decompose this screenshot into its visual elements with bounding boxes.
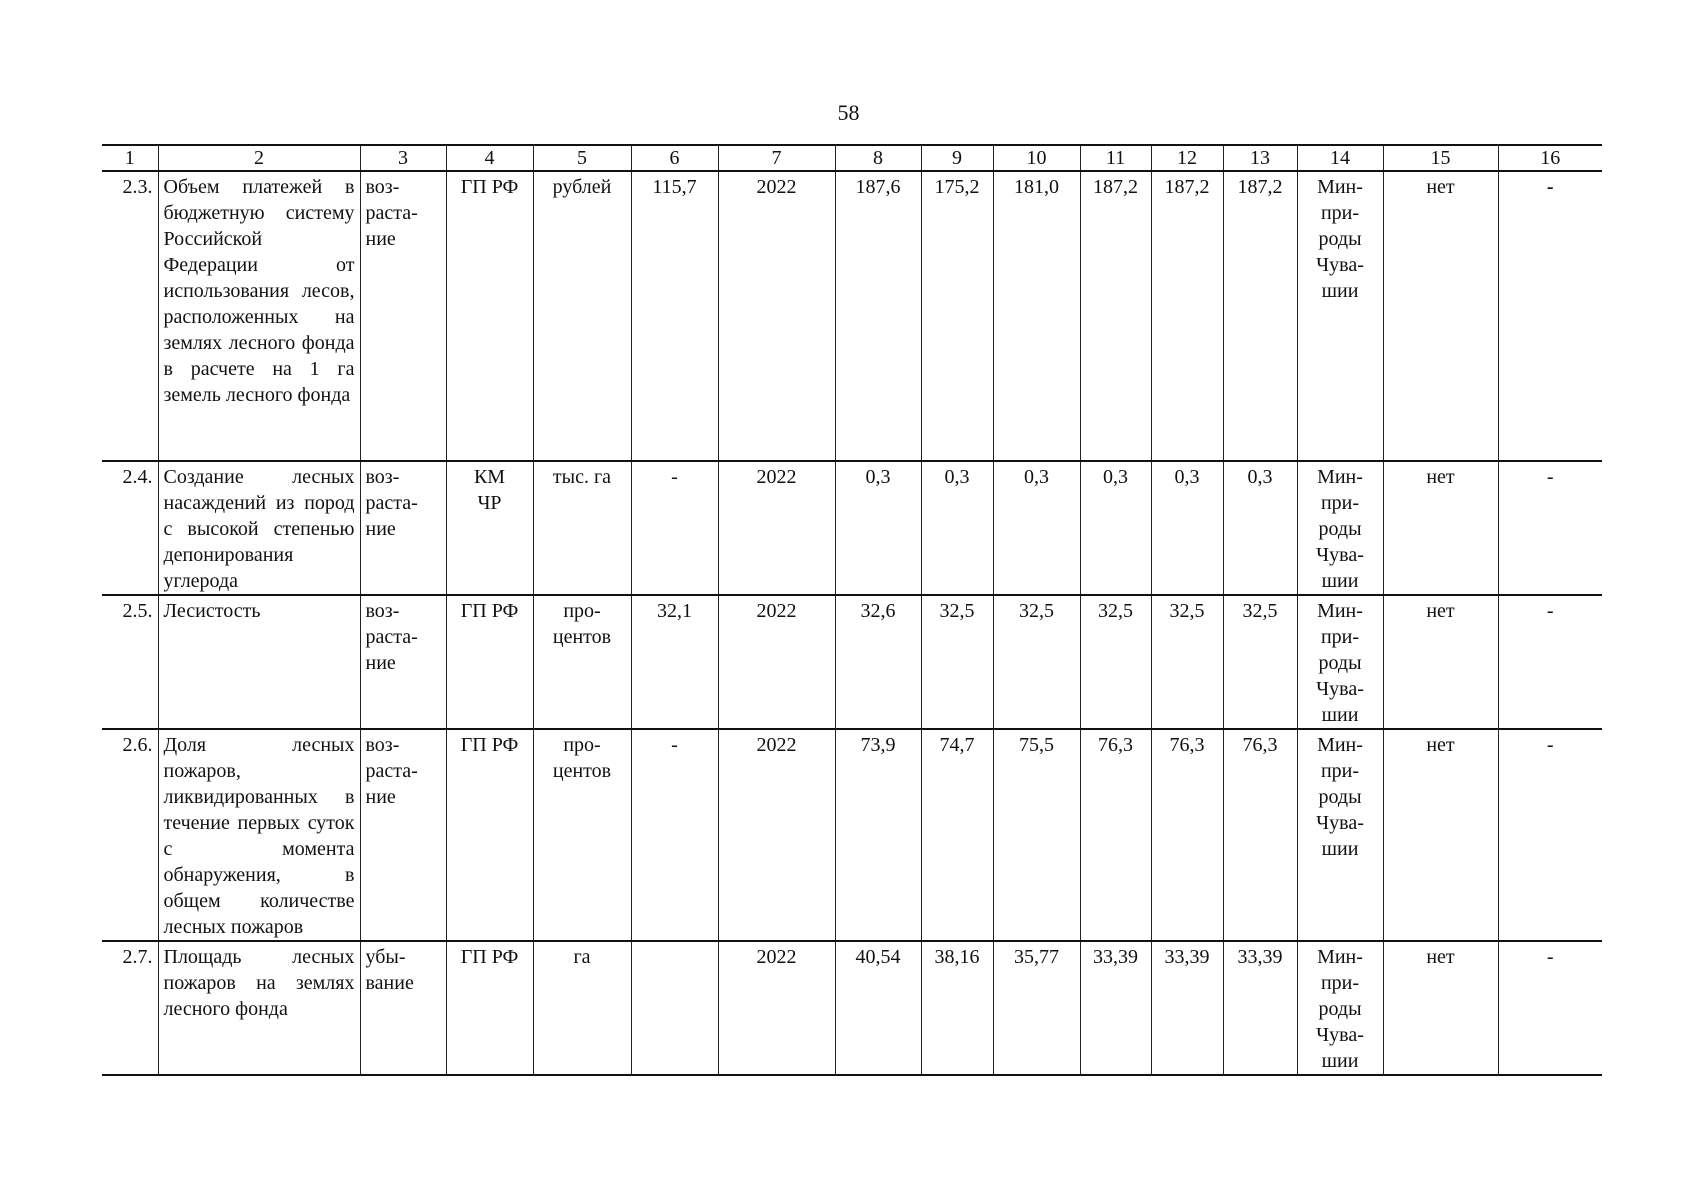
trend-cell: воз- раста- ние xyxy=(360,595,446,729)
row-number: 2.6. xyxy=(102,729,158,941)
col-header-10: 10 xyxy=(993,145,1080,171)
unit-cell: тыс. га xyxy=(533,461,631,595)
value-9: 74,7 xyxy=(921,729,993,941)
value-10: 32,5 xyxy=(993,595,1080,729)
page-number: 58 xyxy=(837,100,860,125)
trend-cell: воз- раста- ние xyxy=(360,171,446,461)
col-header-7: 7 xyxy=(718,145,835,171)
base-value: 115,7 xyxy=(631,171,718,461)
table-row xyxy=(102,595,1602,729)
value-11: 187,2 xyxy=(1080,171,1151,461)
responsible-cell: Мин- при- роды Чува- шии xyxy=(1297,171,1383,461)
base-value: - xyxy=(631,461,718,595)
col-header-13: 13 xyxy=(1223,145,1297,171)
value-11: 32,5 xyxy=(1080,595,1151,729)
col-header-5: 5 xyxy=(533,145,631,171)
indicator-name: Объем платежей в бюджетную систему Российской Федерации от использования лесов, расположенных на землях лесного фонда в расчете на 1 га земель лесного фонда xyxy=(158,171,360,461)
col15-cell: нет xyxy=(1383,941,1498,1075)
source-cell: КМ ЧР xyxy=(446,461,533,595)
trend-cell: воз- раста- ние xyxy=(360,461,446,595)
source-cell: ГП РФ xyxy=(446,729,533,941)
table-row xyxy=(102,171,1602,461)
value-8: 40,54 xyxy=(835,941,921,1075)
value-8: 32,6 xyxy=(835,595,921,729)
source-cell: ГП РФ xyxy=(446,941,533,1075)
value-10: 181,0 xyxy=(993,171,1080,461)
indicator-name: Создание лесных насаждений из пород с высокой степенью депонирования углерода xyxy=(158,461,360,595)
trend-cell: воз- раста- ние xyxy=(360,729,446,941)
col16-cell: - xyxy=(1498,729,1602,941)
responsible-cell: Мин- при- роды Чува- шии xyxy=(1297,941,1383,1075)
value-8: 73,9 xyxy=(835,729,921,941)
base-value: - xyxy=(631,729,718,941)
value-10: 35,77 xyxy=(993,941,1080,1075)
value-12: 0,3 xyxy=(1151,461,1223,595)
col-header-4: 4 xyxy=(446,145,533,171)
table-row xyxy=(102,941,1602,1075)
col16-cell: - xyxy=(1498,171,1602,461)
value-8: 187,6 xyxy=(835,171,921,461)
col15-cell: нет xyxy=(1383,461,1498,595)
value-9: 38,16 xyxy=(921,941,993,1075)
base-year: 2022 xyxy=(718,729,835,941)
base-year: 2022 xyxy=(718,171,835,461)
value-11: 33,39 xyxy=(1080,941,1151,1075)
row-number: 2.3. xyxy=(102,171,158,461)
indicators-table xyxy=(102,144,1602,1076)
unit-cell: про- центов xyxy=(533,729,631,941)
col-header-11: 11 xyxy=(1080,145,1151,171)
value-12: 76,3 xyxy=(1151,729,1223,941)
col-header-16: 16 xyxy=(1498,145,1602,171)
col-header-2: 2 xyxy=(158,145,360,171)
source-cell: ГП РФ xyxy=(446,595,533,729)
col-header-14: 14 xyxy=(1297,145,1383,171)
indicator-name: Доля лесных пожаров, ликвидированных в течение первых суток с момента обнаружения, в общем количестве лесных пожаров xyxy=(158,729,360,941)
responsible-cell: Мин- при- роды Чува- шии xyxy=(1297,595,1383,729)
value-10: 75,5 xyxy=(993,729,1080,941)
base-year: 2022 xyxy=(718,461,835,595)
value-9: 32,5 xyxy=(921,595,993,729)
col-header-8: 8 xyxy=(835,145,921,171)
col16-cell: - xyxy=(1498,941,1602,1075)
base-year: 2022 xyxy=(718,595,835,729)
base-value xyxy=(631,941,718,1075)
unit-cell: про- центов xyxy=(533,595,631,729)
value-13: 187,2 xyxy=(1223,171,1297,461)
row-number: 2.4. xyxy=(102,461,158,595)
col-header-15: 15 xyxy=(1383,145,1498,171)
col16-cell: - xyxy=(1498,595,1602,729)
indicator-name: Лесистость xyxy=(158,595,360,729)
col16-cell: - xyxy=(1498,461,1602,595)
value-11: 0,3 xyxy=(1080,461,1151,595)
indicator-name: Площадь лесных пожаров на землях лесного фонда xyxy=(158,941,360,1075)
col-header-6: 6 xyxy=(631,145,718,171)
row-number: 2.5. xyxy=(102,595,158,729)
value-9: 175,2 xyxy=(921,171,993,461)
value-12: 187,2 xyxy=(1151,171,1223,461)
col15-cell: нет xyxy=(1383,171,1498,461)
responsible-cell: Мин- при- роды Чува- шии xyxy=(1297,461,1383,595)
value-11: 76,3 xyxy=(1080,729,1151,941)
col15-cell: нет xyxy=(1383,729,1498,941)
unit-cell: га xyxy=(533,941,631,1075)
value-13: 0,3 xyxy=(1223,461,1297,595)
unit-cell: рублей xyxy=(533,171,631,461)
table-row xyxy=(102,729,1602,941)
value-13: 32,5 xyxy=(1223,595,1297,729)
value-9: 0,3 xyxy=(921,461,993,595)
base-year: 2022 xyxy=(718,941,835,1075)
column-number-row xyxy=(102,145,1602,171)
col-header-9: 9 xyxy=(921,145,993,171)
row-number: 2.7. xyxy=(102,941,158,1075)
value-10: 0,3 xyxy=(993,461,1080,595)
col-header-3: 3 xyxy=(360,145,446,171)
value-12: 33,39 xyxy=(1151,941,1223,1075)
value-13: 33,39 xyxy=(1223,941,1297,1075)
value-8: 0,3 xyxy=(835,461,921,595)
col-header-12: 12 xyxy=(1151,145,1223,171)
col-header-1: 1 xyxy=(102,145,158,171)
trend-cell: убы- вание xyxy=(360,941,446,1075)
responsible-cell: Мин- при- роды Чува- шии xyxy=(1297,729,1383,941)
value-12: 32,5 xyxy=(1151,595,1223,729)
source-cell: ГП РФ xyxy=(446,171,533,461)
value-13: 76,3 xyxy=(1223,729,1297,941)
base-value: 32,1 xyxy=(631,595,718,729)
col15-cell: нет xyxy=(1383,595,1498,729)
table-row xyxy=(102,461,1602,595)
